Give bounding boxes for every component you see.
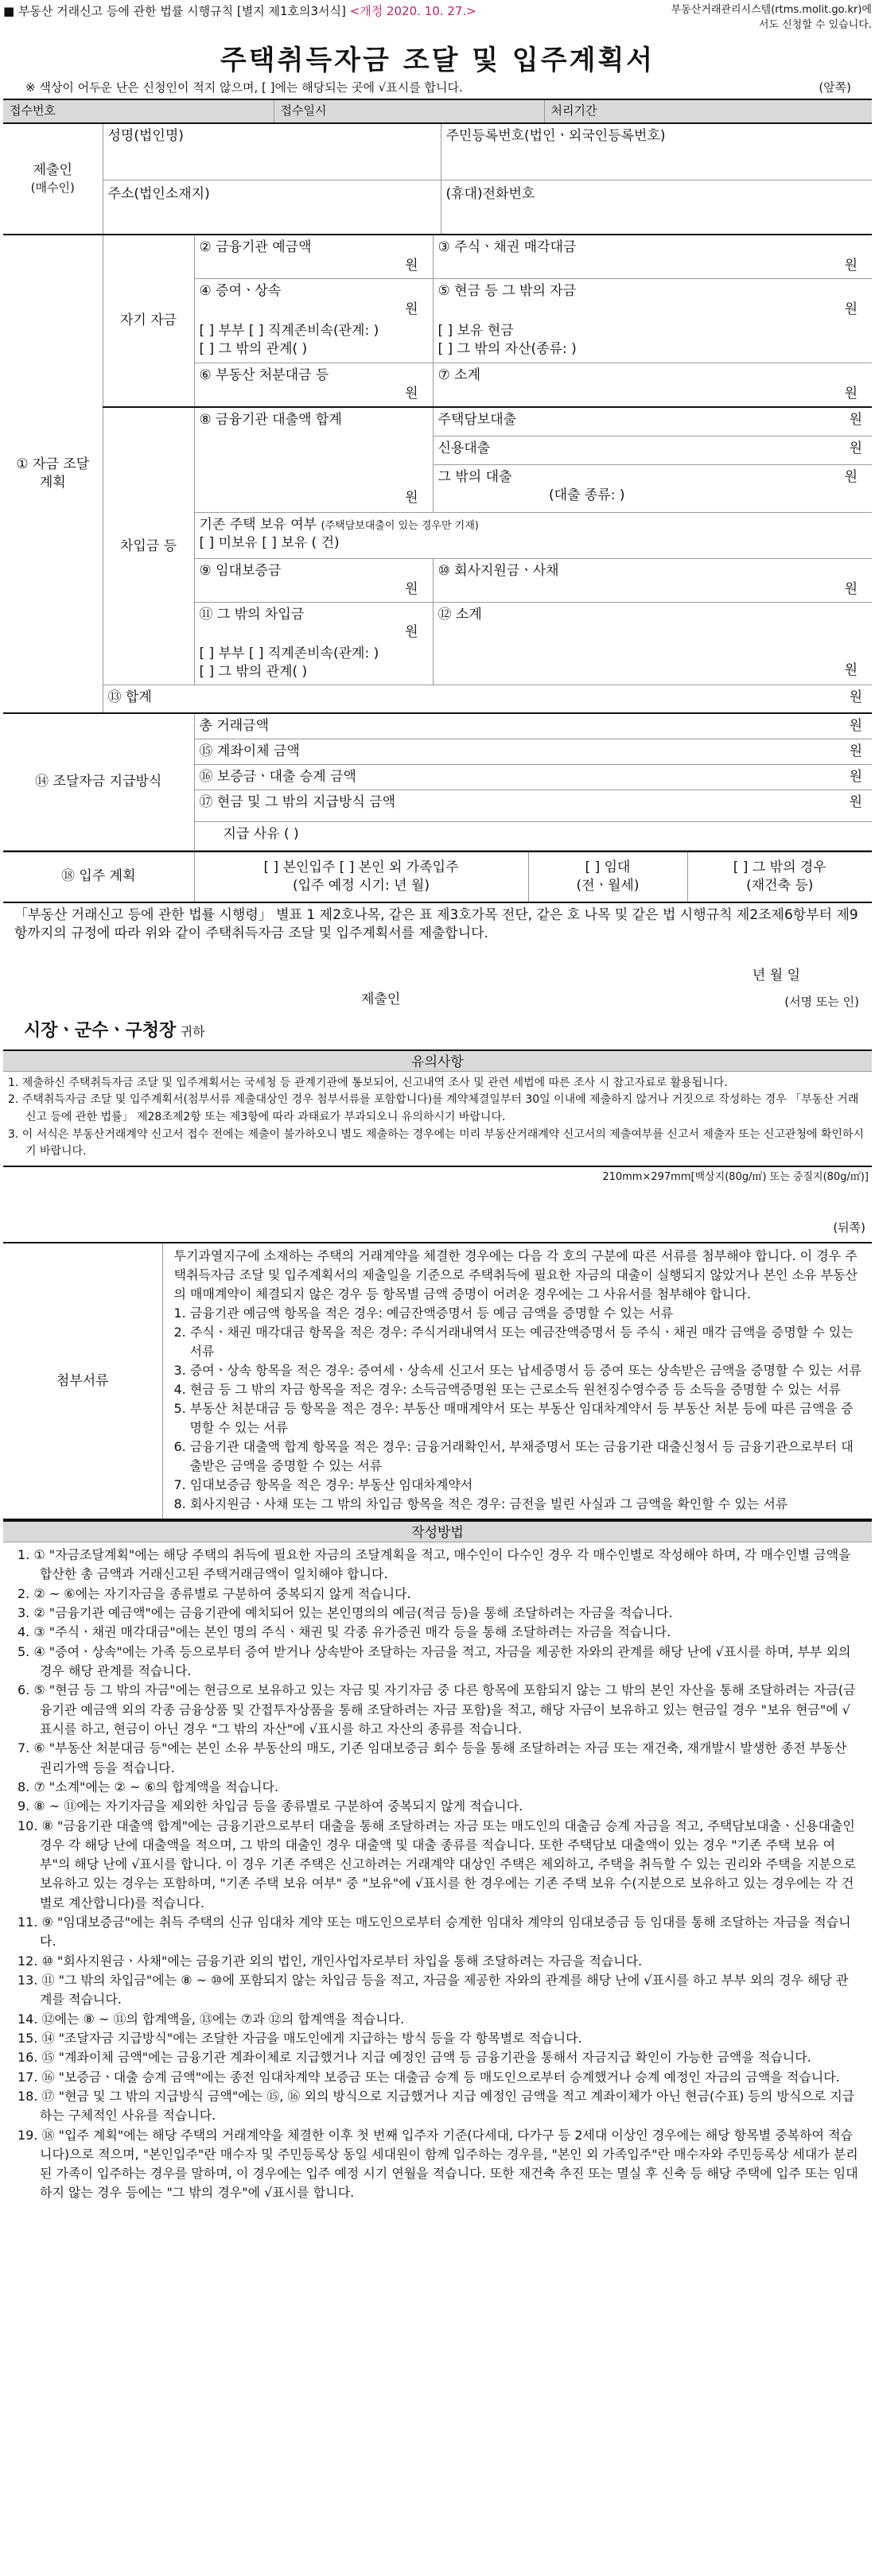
realestate-field[interactable] xyxy=(194,363,433,406)
borrow-relation-1[interactable]: [ ] 부부 [ ] 직계존비속(관계: ) xyxy=(199,646,379,662)
attachment-item: 6. 금융기관 대출액 합계 항목을 적은 경우: 금융거래확인서, 부채증명서 또는 금융기관 대출신청서 등 금융기관으로부터 대출받은 금액을 증명할 수 있는 서류 xyxy=(173,1439,854,1474)
receipt-date: 접수일시 xyxy=(274,99,544,123)
signature-field[interactable]: (서명 또는 인) xyxy=(784,994,859,1009)
housing-ownership[interactable] xyxy=(194,512,872,558)
other-borrow-field[interactable] xyxy=(194,602,433,685)
howto-item: 1. ① "자금조달계획"에는 해당 주택의 취득에 필요한 자금의 조달계획을 적고, 매수인이 다수인 경우 각 매수인별로 작성해야 하며, 각 매수인별 금액을 합산한 총 금액과 거래신고된 주택거래금액이 일치해야 합니다. xyxy=(18,1547,851,1582)
won-unit: 원 xyxy=(405,624,418,641)
own-funds-cell xyxy=(103,235,194,407)
plan-label: ① 자금 조달계획 xyxy=(16,456,90,491)
howto-item: 14. ⑫에는 ⑧ ~ ⑪의 합계액을, ⑬에는 ⑦과 ⑫의 합계액을 적습니다. xyxy=(18,2011,405,2027)
back-label: (뒤쪽) xyxy=(833,1220,865,1236)
cash-option-1[interactable]: [ ] 보유 현금 xyxy=(438,322,514,339)
address-label: 주소(법인소재지) xyxy=(107,185,210,202)
submitter-sublabel: (매수인) xyxy=(30,180,75,196)
total-amount-field[interactable]: 원 xyxy=(849,717,862,734)
other-borrow-label: ⑪ 그 밖의 차입금 xyxy=(199,606,305,623)
howto-item: 5. ④ "증여ㆍ상속"에는 가족 등으로부터 증여 받거나 상속받아 조달하는 자금을 적고, 자금을 제공한 자와의 관계를 해당 난에 √표시를 하며, 부부 외의 경우 해당 관계를 적습니다. xyxy=(18,1643,851,1678)
submitter-table xyxy=(3,124,872,234)
instruction-text: ※ 색상이 어두운 난은 신청인이 적지 않으며, [ ]에는 해당되는 곳에 √표시를 합니다. xyxy=(25,80,463,95)
cash-other-field[interactable]: 원 xyxy=(584,789,872,821)
instruction-line xyxy=(3,76,872,99)
howto-item: 19. ⑱ "입주 계획"에는 해당 주택의 거래계약을 체결한 이후 첫 번째 입주자 기준(다세대, 다가구 등 2세대 이상인 경우에는 해당 항목별 중복하여 적습니다)으로 적으며, "본인입주"란 매수자 및 주민등록상 동일 세대원이 함께 입주하는 경우를, "본인 외 가족입주"란 매수자와 주민등록상 세대가 분리된 가족이 입주하는 경우를 말하며, 이 경우에는 입주 예정 시기 연월을 적습니다. 또한 재건축 추진 또는 멸실 후 신축 등 해당 주택에 입주 또는 임대하지 않는 경우 등에는 "그 밖의 경우"에 √표시를 합니다. xyxy=(18,2127,858,2201)
declaration: 「부동산 거래신고 등에 관한 법률 시행령」 별표 1 제2호나목, 같은 표 제3호가목 전단, 같은 호 나목 및 같은 법 시행규칙 제2조제6항부터 제9항까지의 규정에 따라 위와 같이 주택취득자금 조달 및 입주계획서를 제출합니다. xyxy=(14,906,858,942)
won-unit: 원 xyxy=(405,257,418,274)
recipient: 시장ㆍ군수ㆍ구청장 xyxy=(24,1020,177,1041)
online-note-line1: 부동산거래관리시스템(rtms.molit.go.kr)에 xyxy=(671,4,872,16)
company-loan-field[interactable] xyxy=(433,558,872,602)
other-loan-label: 그 밖의 대출 xyxy=(433,464,544,512)
total-field[interactable] xyxy=(103,685,872,712)
phone-field[interactable]: (휴대)전화번호 xyxy=(441,180,872,234)
loan-subtotal-label: ⑫ 소계 xyxy=(438,606,482,623)
name-field[interactable]: 성명(법인명) xyxy=(103,124,441,180)
stock-field[interactable] xyxy=(433,235,872,278)
notice-title: 유의사항 xyxy=(3,1049,872,1072)
howto-item: 4. ③ "주식ㆍ채권 매각대금"에는 본인 명의 주식ㆍ채권 및 각종 유가증권 매각 등을 통해 조달하려는 자금을 적습니다. xyxy=(18,1624,671,1640)
howto-list xyxy=(3,1542,872,2206)
cash-other-label: ⑰ 현금 및 그 밖의 지급방식 금액 xyxy=(194,789,584,821)
attachment-item: 5. 부동산 처분대금 등 항목을 적은 경우: 부동산 매매계약서 또는 부동산 임대차계약서 등 부동산 처분 등에 따른 금액을 증명할 수 있는 서류 xyxy=(173,1401,854,1436)
credit-amount[interactable]: 원 xyxy=(544,436,872,464)
credit-label: 신용대출 xyxy=(433,436,544,464)
attachment-item: 1. 금융기관 예금액 항목을 적은 경우: 예금잔액증명서 등 예금 금액을 증명할 수 있는 서류 xyxy=(173,1305,674,1321)
won-unit: 원 xyxy=(405,386,418,402)
won-unit: 원 xyxy=(405,580,418,597)
paper-size: 210mm×297mm[백상지(80g/㎡) 또는 중질지(80g/㎡)] xyxy=(602,1171,869,1184)
attachment-item: 7. 임대보증금 항목을 적은 경우: 부동산 임대차계약서 xyxy=(173,1477,473,1493)
borrow-relation-2[interactable]: [ ] 그 밖의 관계( ) xyxy=(199,664,308,681)
cash-option-2[interactable]: [ ] 그 밖의 자산(종류: ) xyxy=(438,340,577,357)
howto-item: 2. ② ~ ⑥에는 자기자금을 종류별로 구분하여 중복되지 않게 적습니다. xyxy=(18,1585,411,1601)
howto-item: 13. ⑪ "그 밖의 차입금"에는 ⑧ ~ ⑩에 포함되지 않는 차입금 등을 적고, 자금을 제공한 자와의 관계를 해당 난에 √표시를 하고 부부 외의 경우 해당 관계를 적습니다. xyxy=(18,1973,849,2008)
howto-item: 15. ⑭ "조달자금 지급방식"에는 조달한 자금을 매도인에게 지급하는 방식 등을 각 항목별로 적습니다. xyxy=(18,2030,582,2046)
recipient-suffix: 귀하 xyxy=(180,1023,205,1039)
bank-loan-field[interactable] xyxy=(194,407,433,512)
howto-item: 18. ⑰ "현금 및 그 밖의 지급방식 금액"에는 ⑮, ⑯ 외의 방식으로 지급했거나 지급 예정인 금액을 적고 계좌이체가 아닌 현금(수표) 등의 방식으로 지급하는 구체적인 사유를 적습니다. xyxy=(18,2088,855,2124)
total-label: ⑬ 합계 xyxy=(107,689,152,706)
deposit-loan-field[interactable]: 원 xyxy=(584,764,872,789)
won-unit: 원 xyxy=(849,689,862,706)
notice-item: 1. 제출하신 주택취득자금 조달 및 입주계획서는 국세청 등 관계기관에 통보되어, 신고내역 조사 및 관련 세법에 따른 조사 시 참고자료로 활용됩니다. xyxy=(8,1076,728,1089)
own-subtotal-field[interactable] xyxy=(433,363,872,406)
law-ref-text: ■ 부동산 거래신고 등에 관한 법률 시행규칙 [별지 제1호의3서식] xyxy=(3,4,346,18)
cash-type-checkboxes[interactable] xyxy=(433,322,872,363)
won-unit: 원 xyxy=(844,580,858,597)
other-loan-amount[interactable] xyxy=(544,464,872,512)
address-field[interactable] xyxy=(103,180,441,234)
gift-label: ④ 증여ㆍ상속 xyxy=(199,282,282,299)
transfer-label: ⑮ 계좌이체 금액 xyxy=(194,739,584,764)
receipt-number: 접수번호 xyxy=(10,103,56,118)
howto-item: 7. ⑥ "부동산 처분대금 등"에는 본인 소유 부동산의 매도, 기존 임대보증금 회수 등을 통해 조달하려는 자금 또는 재건축, 재개발시 발생한 종전 부동산 권리가액 등을 적습니다. xyxy=(18,1740,847,1775)
loan-subtotal-field[interactable] xyxy=(433,602,872,685)
won-unit: 원 xyxy=(844,468,858,485)
form-header xyxy=(3,0,872,45)
deposit-loan-label: ⑯ 보증금ㆍ대출 승계 금액 xyxy=(194,764,584,789)
move-in-other-sub: (재건축 등) xyxy=(746,877,814,894)
move-in-self[interactable] xyxy=(194,852,528,902)
housing-note: (주택담보대출이 있는 경우만 기재) xyxy=(321,519,479,532)
howto-item: 17. ⑯ "보증금ㆍ대출 승계 금액"에는 종전 임대차계약 보증금 또는 대출금 승계 등 매도인으로부터 승계했거나 승계 예정인 자금의 금액을 적습니다. xyxy=(18,2069,840,2085)
attachments-table xyxy=(3,1242,872,1520)
won-unit: 원 xyxy=(844,386,858,402)
move-in-label-cell xyxy=(3,852,194,902)
submitter-label: 제출인 xyxy=(33,162,72,179)
submitter-label-cell xyxy=(3,124,103,234)
attachments-intro: 투기과열지구에 소재하는 주택의 거래계약을 체결한 경우에는 다음 각 호의 구분에 따른 서류를 첨부해야 합니다. 이 경우 주택취득자금 조달 및 입주계획서의 제출일을 기준으로 주택취득에 필요한 자금의 대출이 실행되지 않았거나 본인 소유 부동산의 매매계약이 체결되지 않은 경우 등 항목별 금액 증명이 어려운 경우에는 그 사유서를 첨부해야 합니다. xyxy=(173,1248,858,1302)
move-in-table xyxy=(3,851,872,903)
transfer-field[interactable]: 원 xyxy=(584,739,872,764)
move-in-other[interactable] xyxy=(687,852,872,902)
notice-item: 2. 주택취득자금 조달 및 입주계획서(첨부서류 제출대상인 경우 첨부서류를 포함합니다)를 계약체결일부터 30일 이내에 제출하지 않거나 거짓으로 작성하는 경우 「부동산 거래신고 등에 관한 법률」 제28조제2항 또는 제3항에 따라 과태료가 부과되오니 유의하시기 바랍니다. xyxy=(8,1093,859,1124)
payment-label: ⑭ 조달자금 지급방식 xyxy=(35,773,162,789)
side-label: (앞쪽) xyxy=(819,80,851,95)
notice-list xyxy=(3,1072,872,1167)
total-amount-label: 총 거래금액 xyxy=(194,713,584,739)
payment-table xyxy=(3,712,872,851)
gift-relation-checkboxes[interactable] xyxy=(194,322,433,363)
lease-deposit-field[interactable] xyxy=(194,558,433,602)
signer-line xyxy=(3,991,872,1019)
howto-item: 10. ⑧ "금융기관 대출액 합계"에는 금융기관으로부터 대출을 통해 조달하려는 자금 또는 매도인의 대출금 승계 자금을 적고, 주택담보대출ㆍ신용대출인 경우 각 해당 난에 대출액을 적으며, 그 밖의 대출인 경우 대출액 및 대출 종류를 적습니다. 또한 주택담보 대출액이 있는 경우 "기존 주택 보유 여부"의 해당 난에 √표시를 합니다. 이 경우 기존 주택은 신고하려는 거래계약 대상인 주택은 제외하고, 주택을 취득할 수 있는 권리와 주택을 지분으로 보유하고 있는 경우는 포함하며, "기존 주택 보유 여부" 중 "보유"에 √표시를 한 경우에는 기존 주택 보유 수(지분으로 보유하고 있는 경우에는 각 건별로 계산합니다)를 적습니다. xyxy=(18,1818,856,1911)
mortgage-label: 주택담보대출 xyxy=(433,407,544,436)
lease-deposit-label: ⑨ 임대보증금 xyxy=(199,562,282,579)
howto-item: 3. ② "금융기관 예금액"에는 금융기관에 예치되어 있는 본인명의의 예금(적금 등)을 통해 조달하려는 자금을 적습니다. xyxy=(18,1605,673,1621)
attachment-item: 8. 회사지원금ㆍ사채 또는 그 밖의 차입금 항목을 적은 경우: 금전을 빌린 사실과 그 금액을 확인할 수 있는 서류 xyxy=(173,1496,788,1512)
move-in-self-option[interactable]: [ ] 본인입주 [ ] 본인 외 가족입주 xyxy=(263,859,459,875)
attachment-item: 4. 현금 등 그 밖의 자금 항목을 적은 경우: 소득금액증명원 또는 근로소득 원천징수영수증 등 소득을 증명할 수 있는 서류 xyxy=(173,1382,842,1398)
bank-loan-label: ⑧ 금융기관 대출액 합계 xyxy=(199,412,342,429)
attachments-body xyxy=(162,1243,872,1519)
gift-relation-1[interactable]: [ ] 부부 [ ] 직계존비속(관계: ) xyxy=(199,322,379,339)
loans-label: 차입금 등 xyxy=(119,537,177,554)
attachments-label: 첨부서류 xyxy=(56,1372,109,1389)
attachments-label-cell xyxy=(3,1243,162,1519)
deposit-field[interactable] xyxy=(194,235,433,278)
law-reference xyxy=(3,3,476,19)
won-unit: 원 xyxy=(405,301,418,317)
howto-item: 9. ⑧ ~ ⑪에는 자기자금을 제외한 차입금 등을 종류별로 구분하여 중복되지 않게 적습니다. xyxy=(18,1798,523,1814)
howto-item: 8. ⑦ "소계"에는 ② ~ ⑥의 합계액을 적습니다. xyxy=(18,1779,279,1794)
id-number-field[interactable]: 주민등록번호(법인ㆍ외국인등록번호) xyxy=(441,124,872,180)
revision-link[interactable]: <개정 2020. 10. 27.> xyxy=(349,4,476,18)
payment-reason-field[interactable]: 지급 사유 ( ) xyxy=(194,821,872,850)
gift-relation-2[interactable]: [ ] 그 밖의 관계( ) xyxy=(199,340,308,357)
move-in-other-option[interactable]: [ ] 그 밖의 경우 xyxy=(733,859,826,875)
deposit-label: ② 금융기관 예금액 xyxy=(199,239,312,255)
attachment-item: 2. 주식ㆍ채권 매각대금 항목을 적은 경우: 주식거래내역서 또는 예금잔액증명서 등 주식ㆍ채권 매각 금액을 증명할 수 있는 서류 xyxy=(173,1325,854,1360)
realestate-label: ⑥ 부동산 처분대금 등 xyxy=(199,367,329,384)
won-unit: 원 xyxy=(405,489,418,506)
won-unit: 원 xyxy=(844,662,858,679)
loan-kind-field[interactable]: (대출 종류: ) xyxy=(549,487,625,503)
online-note xyxy=(671,3,872,33)
attachment-item: 3. 증여ㆍ상속 항목을 적은 경우: 증여세ㆍ상속세 신고서 또는 납세증명서 등 증여 또는 상속받은 금액을 증명할 수 있는 서류 xyxy=(173,1363,861,1379)
form-title: 주택취득자금 조달 및 입주계획서 xyxy=(220,45,655,76)
own-funds-label: 자기 자금 xyxy=(119,312,177,329)
recipient-line xyxy=(3,1019,872,1049)
housing-options[interactable]: [ ] 미보유 [ ] 보유 ( 건) xyxy=(199,534,340,551)
signer-label: 제출인 xyxy=(361,991,401,1007)
mortgage-amount[interactable]: 원 xyxy=(544,407,872,436)
online-note-line2: 서도 신청할 수 있습니다. xyxy=(758,18,872,31)
howto-item: 16. ⑮ "계좌이체 금액"에는 금융기관 계좌이체로 지급했거나 지급 예정인 금액 등 금융기관을 통해서 자금지급 확인이 가능한 금액을 적습니다. xyxy=(18,2050,811,2066)
housing-label: 기존 주택 보유 여부 xyxy=(199,516,317,533)
cash-label: ⑤ 현금 등 그 밖의 자금 xyxy=(438,282,577,299)
howto-item: 12. ⑩ "회사지원금ㆍ사채"에는 금융기관 외의 법인, 개인사업자로부터 차입을 통해 조달하려는 자금을 적습니다. xyxy=(18,1953,643,1969)
funding-plan-table xyxy=(3,234,872,712)
move-in-date-field[interactable]: (입주 예정 시기: 년 월) xyxy=(293,877,430,894)
company-loan-label: ⑩ 회사지원금ㆍ사채 xyxy=(438,562,559,579)
stock-label: ③ 주식ㆍ채권 매각대금 xyxy=(438,239,577,255)
receipt-table xyxy=(3,99,872,124)
move-in-label: ⑱ 입주 계획 xyxy=(61,868,136,885)
payment-label-cell xyxy=(3,713,194,850)
move-in-lease[interactable] xyxy=(528,852,687,902)
receipt-period: 처리기간 xyxy=(544,99,872,123)
cash-field[interactable] xyxy=(433,278,872,321)
plan-label-cell xyxy=(3,235,103,712)
own-subtotal-label: ⑦ 소계 xyxy=(438,367,481,384)
loans-cell xyxy=(103,407,194,685)
notice-item: 3. 이 서식은 부동산거래계약 신고서 접수 전에는 제출이 불가하오니 별도 제출하는 경우에는 미리 부동산거래계약 신고서의 제출여부를 신고서 제출자 또는 신고관청에 확인하시기 바랍니다. xyxy=(8,1127,865,1158)
howto-title: 작성방법 xyxy=(3,1520,872,1542)
move-in-lease-sub: (전ㆍ월세) xyxy=(576,877,640,894)
move-in-lease-option[interactable]: [ ] 임대 xyxy=(585,859,631,875)
howto-item: 6. ⑤ "현금 등 그 밖의 자금"에는 현금으로 보유하고 있는 자금 및 자기자금 중 다른 항목에 포함되지 않는 그 밖의 본인 자산을 통해 조달하려는 자금(금융기관 예금액 외의 각종 금융상품 및 간접투자상품을 통해 조달하려는 자금 포함)을 적고, 해당 자금이 보유하고 있는 현금일 경우 "보유 현금"에 √표시를 하고, 현금이 아닌 경우 "그 밖의 자산"에 √표시를 하고 자산의 종류를 적습니다. xyxy=(18,1682,856,1736)
howto-item: 11. ⑨ "임대보증금"에는 취득 주택의 신규 임대차 계약 또는 매도인으로부터 승계한 임대차 계약의 임대보증금 등 임대를 통해 조달하는 자금을 적습니다. xyxy=(18,1915,851,1949)
gift-field[interactable] xyxy=(194,278,433,321)
won-unit: 원 xyxy=(844,301,858,317)
date-line[interactable]: 년 월 일 xyxy=(752,967,800,983)
won-unit: 원 xyxy=(844,257,858,274)
